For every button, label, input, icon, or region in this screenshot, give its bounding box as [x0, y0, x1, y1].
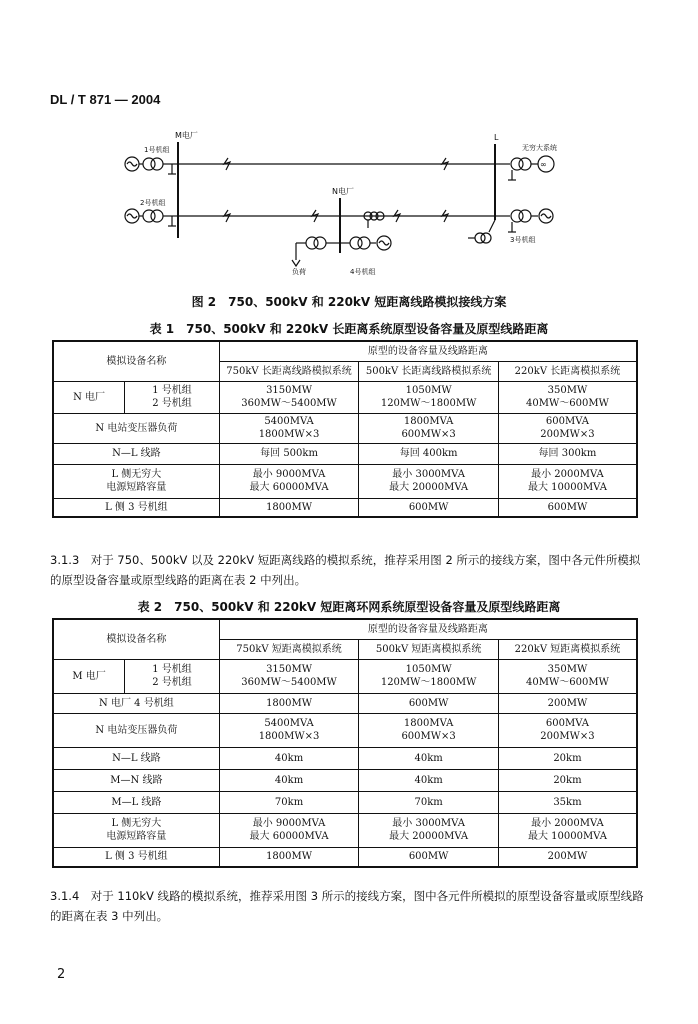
t1-col-750: 750kV 长距离线路模拟系统 — [219, 361, 359, 381]
t2-cell: 1800MW — [219, 847, 359, 867]
t2-cell: 1800MVA 600MW×3 — [359, 713, 499, 747]
t2-cell: 20km — [498, 769, 637, 791]
label-unit-2: 2号机组 — [140, 199, 166, 207]
t2-gen-500: 1050MW 120MW～1800MW — [359, 659, 499, 693]
label-load: 负荷 — [292, 268, 306, 276]
label-n-plant: N电厂 — [332, 187, 354, 196]
t1-col-500: 500kV 长距离线路模拟系统 — [359, 361, 499, 381]
table1-caption: 表 1 750、500kV 和 220kV 长距离系统原型设备容量及原型线路距离 — [149, 322, 549, 336]
paragraph-3-1-3: 3.1.3 对于 750、500kV 以及 220kV 短距离线路的模拟系统，推荐采用图 2 所示的接线方案，图中各元件所模拟的原型设备容量或原型线路的距离在表 2 中列出。 — [50, 553, 641, 587]
t2-head-name: 模拟设备名称 — [53, 619, 219, 659]
document-header: DL / T 871 — 2004 — [50, 92, 161, 107]
t1-gen-220: 350MW 40MW～600MW — [498, 381, 637, 413]
t1-cell: 最小 9000MVA 最大 60000MVA — [219, 464, 359, 498]
t1-cell: 600MW — [498, 498, 637, 517]
t1-cell: 最小 3000MVA 最大 20000MVA — [359, 464, 499, 498]
infinite-system — [495, 156, 554, 180]
t2-m-plant: M 电厂 — [53, 659, 125, 693]
table2 — [52, 618, 638, 868]
t1-cell: 1800MW — [219, 498, 359, 517]
t1-cell: 每回 300km — [498, 443, 637, 464]
t2-cell: 70km — [359, 791, 499, 813]
t2-row-name: N—L 线路 — [53, 747, 219, 769]
t2-cell: 40km — [219, 747, 359, 769]
generator-unit-4 — [340, 236, 391, 250]
t2-cell: 200MW — [498, 693, 637, 713]
label-unit-1: 1号机组 — [144, 146, 170, 154]
wiring-diagram — [110, 128, 580, 280]
t2-cell: 600MW — [359, 693, 499, 713]
t2-row-name: M—N 线路 — [53, 769, 219, 791]
t1-units — [125, 381, 220, 413]
t2-cell: 最小 2000MVA 最大 10000MVA — [498, 813, 637, 847]
t2-row-name: N 电站变压器负荷 — [53, 713, 219, 747]
label-l-bus: L — [494, 133, 499, 142]
t1-cell: 600MW — [359, 498, 499, 517]
t1-gen-750: 3150MW 360MW～5400MW — [219, 381, 359, 413]
t2-cell: 最小 3000MVA 最大 20000MVA — [359, 813, 499, 847]
t1-cell: 1800MVA 600MW×3 — [359, 413, 499, 443]
t2-cell: 600MVA 200MW×3 — [498, 713, 637, 747]
t2-row-name: L 侧 3 号机组 — [53, 847, 219, 867]
generator-unit-2 — [125, 209, 178, 226]
t1-row-name: N 电站变压器负荷 — [53, 413, 219, 443]
t1-gen-500: 1050MW 120MW～1800MW — [359, 381, 499, 413]
t1-unit2: 2 号机组 — [152, 398, 192, 409]
t2-head-group: 原型的设备容量及线路距离 — [219, 619, 637, 639]
label-infinite-system: 无穷大系统 — [522, 144, 557, 152]
t1-cell: 每回 500km — [219, 443, 359, 464]
t1-row-name: L 侧无穷大 电源短路容量 — [53, 464, 219, 498]
t1-unit1: 1 号机组 — [152, 385, 192, 396]
generator-unit-1 — [125, 157, 178, 174]
t1-cell: 5400MVA 1800MW×3 — [219, 413, 359, 443]
label-unit-4: 4号机组 — [350, 268, 376, 276]
t2-row-name: N 电厂 4 号机组 — [53, 693, 219, 713]
t2-cell: 35km — [498, 791, 637, 813]
label-unit-3: 3号机组 — [510, 236, 536, 244]
t1-head-group: 原型的设备容量及线路距离 — [219, 341, 637, 361]
figure-caption: 图 2 750、500kV 和 220kV 短距离线路模拟接线方案 — [191, 295, 507, 309]
load-transformer — [292, 237, 340, 266]
t1-row-name: N—L 线路 — [53, 443, 219, 464]
t2-cell: 20km — [498, 747, 637, 769]
t2-cell: 5400MVA 1800MW×3 — [219, 713, 359, 747]
t1-col-220: 220kV 长距离模拟系统 — [498, 361, 637, 381]
table1 — [52, 340, 638, 518]
line-m-l — [178, 158, 495, 170]
svg-text:∞: ∞ — [540, 160, 547, 169]
t2-cell: 600MW — [359, 847, 499, 867]
t2-gen-750: 3150MW 360MW～5400MW — [219, 659, 359, 693]
t2-cell: 70km — [219, 791, 359, 813]
paragraph-3-1-4: 3.1.4 对于 110kV 线路的模拟系统，推荐采用图 3 所示的接线方案，图中各元件所模拟的原型设备容量或原型线路的距离在表 3 中列出。 — [50, 889, 644, 923]
table2-caption: 表 2 750、500kV 和 220kV 短距离环网系统原型设备容量及原型线路距离 — [137, 600, 561, 614]
t2-cell: 40km — [359, 769, 499, 791]
t2-gen-220: 350MW 40MW～600MW — [498, 659, 637, 693]
t2-units — [125, 659, 220, 693]
t1-head-name: 模拟设备名称 — [53, 341, 219, 381]
page-number: 2 — [57, 967, 66, 982]
t2-cell: 最小 9000MVA 最大 60000MVA — [219, 813, 359, 847]
t2-cell: 40km — [359, 747, 499, 769]
t1-cell: 600MVA 200MW×3 — [498, 413, 637, 443]
t2-unit1: 1 号机组 — [152, 664, 192, 675]
t2-unit2: 2 号机组 — [152, 677, 192, 688]
t2-col-750: 750kV 短距离模拟系统 — [219, 639, 359, 659]
t1-n-plant: N 电厂 — [53, 381, 125, 413]
t2-col-220: 220kV 短距离模拟系统 — [498, 639, 637, 659]
t2-cell: 40km — [219, 769, 359, 791]
t1-row-name: L 侧 3 号机组 — [53, 498, 219, 517]
t2-row-name: L 侧无穷大 电源短路容量 — [53, 813, 219, 847]
t2-col-500: 500kV 短距离模拟系统 — [359, 639, 499, 659]
label-m-plant: M电厂 — [175, 131, 198, 140]
t1-cell: 每回 400km — [359, 443, 499, 464]
t2-cell: 1800MW — [219, 693, 359, 713]
t1-cell: 最小 2000MVA 最大 10000MVA — [498, 464, 637, 498]
t2-cell: 200MW — [498, 847, 637, 867]
line-m-n-l — [178, 210, 495, 228]
t2-row-name: M—L 线路 — [53, 791, 219, 813]
